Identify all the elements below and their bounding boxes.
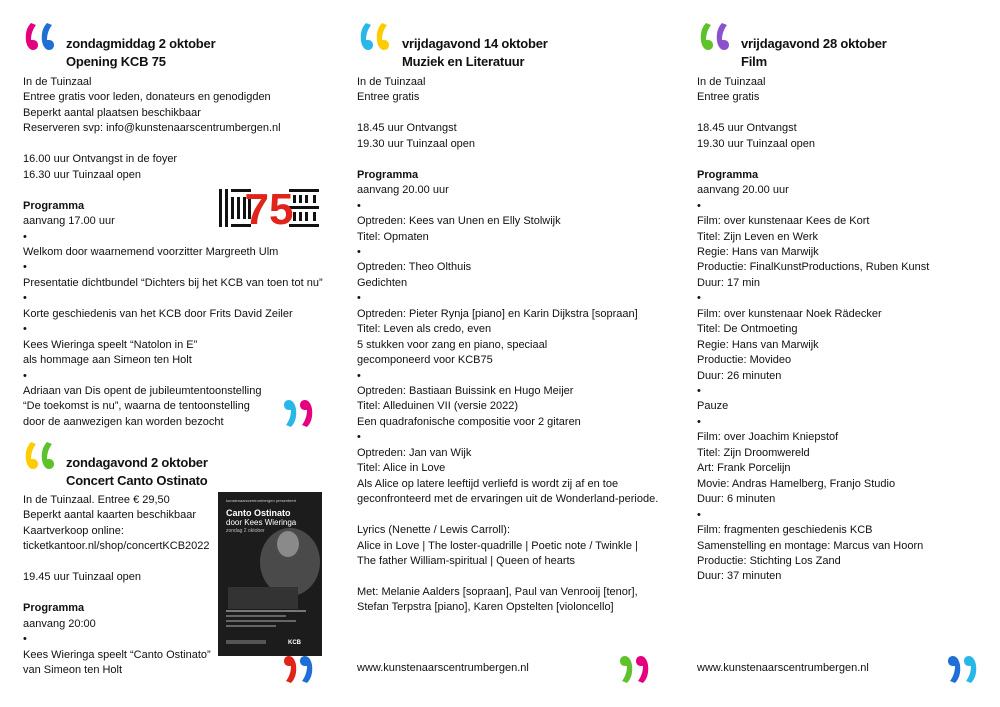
text-line: Stefan Terpstra [piano], Karen Opstelten [violoncello] xyxy=(357,601,614,614)
text-line: aanvang 20.00 uur xyxy=(357,184,449,197)
bullet: • xyxy=(357,431,361,444)
text-line: Alice in Love | The loster-quadrille | Poetic note / Twinkle | xyxy=(357,539,638,552)
text-line: Kees Wieringa speelt “Natolon in E” xyxy=(23,338,198,351)
text-line: Titel: De Ontmoeting xyxy=(697,323,798,336)
website-link[interactable]: www.kunstenaarscentrumbergen.nl xyxy=(357,662,529,674)
bullet: • xyxy=(23,369,27,382)
bullet: • xyxy=(357,245,361,258)
program-heading: Programma xyxy=(23,602,85,615)
bullet: • xyxy=(23,292,27,305)
heading-date: vrijdagavond 14 oktober xyxy=(402,36,548,51)
text-line: Beperkt aantal kaarten beschikbaar xyxy=(23,509,197,522)
bullet: • xyxy=(23,323,27,336)
text-line: Duur: 17 min xyxy=(697,276,760,289)
text-line: Film: over kunstenaar Noek Rädecker xyxy=(697,307,882,320)
text-line: 5 stukken voor zang en piano, speciaal xyxy=(357,338,548,351)
text-line: Samenstelling en montage: Marcus van Hoorn xyxy=(697,539,924,552)
text-line: Productie: Stichting Los Zand xyxy=(697,554,841,567)
program-heading: Programma xyxy=(357,168,419,181)
text-line: The father William-spiritual | Queen of hearts xyxy=(357,554,576,567)
text-line: Adriaan van Dis opent de jubileumtentoonstelling xyxy=(23,385,262,397)
text-line: Optreden: Jan van Wijk xyxy=(357,446,472,459)
text-line: “De toekomst is nu”, waarna de tentoonstelling xyxy=(23,400,250,413)
text-line: 18.45 uur Ontvangst xyxy=(697,122,797,135)
bullet: • xyxy=(697,292,701,305)
heading-title: Concert Canto Ostinato xyxy=(66,473,208,488)
text-line: Kaartverkoop online: xyxy=(23,524,124,537)
website-link[interactable]: www.kunstenaarscentrumbergen.nl xyxy=(697,662,869,674)
text-line: als hommage aan Simeon ten Holt xyxy=(23,354,192,367)
text-line: Titel: Opmaten xyxy=(357,230,429,243)
text-line: Entree gratis voor leden, donateurs en genodigden xyxy=(23,91,271,104)
open-quote-icon xyxy=(697,18,733,54)
heading-title: Film xyxy=(741,54,767,69)
text-line: 19.45 uur Tuinzaal open xyxy=(23,571,142,584)
logo-number: 75 xyxy=(244,187,294,229)
poster-title: Canto Ostinato xyxy=(226,508,291,518)
text-line: Productie: Movideo xyxy=(697,354,792,367)
bullet: • xyxy=(357,199,361,212)
text-line: Titel: Alleduinen VII (versie 2022) xyxy=(357,400,519,413)
text-line: Movie: Andras Hamelberg, Franjo Studio xyxy=(697,477,896,490)
bullet: • xyxy=(697,508,701,521)
text-line: Duur: 37 minuten xyxy=(697,570,782,583)
text-line: aanvang 20:00 xyxy=(23,617,96,630)
text-line: In de Tuinzaal xyxy=(23,76,92,88)
heading-date: vrijdagavond 28 oktober xyxy=(741,36,887,51)
text-line: 19.30 uur Tuinzaal open xyxy=(697,137,816,150)
bullet: • xyxy=(23,633,27,646)
text-line: Gedichten xyxy=(357,276,408,289)
poster-subtitle: door Kees Wieringa xyxy=(226,518,297,527)
heading-date: zondagavond 2 oktober xyxy=(66,455,208,470)
text-line: Optreden: Pieter Rynja [piano] en Karin Dijkstra [sopraan] xyxy=(357,307,638,320)
close-quote-icon xyxy=(616,652,652,688)
text-line: Korte geschiedenis van het KCB door Frits David Zeiler xyxy=(23,307,293,320)
heading-title: Opening KCB 75 xyxy=(66,54,166,69)
text-line: ticketkantoor.nl/shop/concertKCB2022 xyxy=(23,540,210,553)
text-line: Optreden: Kees van Unen en Elly Stolwijk xyxy=(357,215,561,228)
text-line: Regie: Hans van Marwijk xyxy=(697,245,819,258)
kcb75-logo xyxy=(217,187,323,229)
text-line: Regie: Hans van Marwijk xyxy=(697,338,819,351)
open-quote-icon xyxy=(357,18,393,54)
text-line: Productie: FinalKunstProductions, Ruben Kunst xyxy=(697,261,930,274)
bullet: • xyxy=(23,261,27,274)
text-line: Film: over Joachim Kniepstof xyxy=(697,431,839,444)
text-line: Titel: Alice in Love xyxy=(357,462,446,475)
text-line: Titel: Zijn Droomwereld xyxy=(697,446,810,459)
heading-title: Muziek en Literatuur xyxy=(402,54,525,69)
text-line: aanvang 17.00 uur xyxy=(23,215,115,228)
bullet: • xyxy=(697,199,701,212)
text-line: In de Tuinzaal. Entree € 29,50 xyxy=(23,494,170,506)
text-line: In de Tuinzaal xyxy=(357,76,426,88)
bullet: • xyxy=(697,415,701,428)
heading-date: zondagmiddag 2 oktober xyxy=(66,36,216,51)
text-line: Film: fragmenten geschiedenis KCB xyxy=(697,524,873,537)
text-line: Duur: 6 minuten xyxy=(697,493,776,506)
poster-date: zondag 2 oktober xyxy=(226,528,265,534)
text-line: door de aanwezigen kan worden bezocht xyxy=(23,415,224,428)
text-line: Met: Melanie Aalders [sopraan], Paul van Venrooij [tenor], xyxy=(357,585,638,598)
open-quote-icon xyxy=(22,437,58,473)
text-line: 16.30 uur Tuinzaal open xyxy=(23,168,142,181)
text-line: Duur: 26 minuten xyxy=(697,369,782,382)
text-line: Entree gratis xyxy=(697,91,760,104)
text-line: Presentatie dichtbundel “Dichters bij het KCB van toen tot nu” xyxy=(23,276,323,289)
text-line: Optreden: Bastiaan Buissink en Hugo Meijer xyxy=(357,385,574,397)
bullet: • xyxy=(357,369,361,382)
text-line: Als Alice op latere leeftijd verliefd is wordt zij af en toe xyxy=(357,477,619,490)
close-quote-icon xyxy=(280,396,316,432)
text-line: Titel: Leven als credo, even xyxy=(357,323,492,336)
text-line: Beperkt aantal plaatsen beschikbaar xyxy=(23,106,201,119)
text-line: Art: Frank Porcelijn xyxy=(697,462,791,475)
text-line: geconfronteerd met de ervaringen uit de Wonderland-periode. xyxy=(357,493,659,506)
text-line: aanvang 20.00 uur xyxy=(697,184,789,197)
text-line: In de Tuinzaal xyxy=(697,76,766,88)
text-line: Film: over kunstenaar Kees de Kort xyxy=(697,215,870,228)
poster-org: kunstenaarscentrumbergen presenteert xyxy=(226,498,297,503)
text-line: Optreden: Theo Olthuis xyxy=(357,261,472,274)
text-line: 19.30 uur Tuinzaal open xyxy=(357,137,476,150)
close-quote-icon xyxy=(280,652,316,688)
concert-poster xyxy=(218,492,322,656)
text-line: Reserveren svp: info@kunstenaarscentrumbergen.nl xyxy=(23,122,281,135)
text-line: Een quadrafonische compositie voor 2 gitaren xyxy=(357,415,581,428)
text-line: Lyrics (Nenette / Lewis Carroll): xyxy=(357,524,511,537)
text-line: Entree gratis xyxy=(357,91,420,104)
bullet: • xyxy=(23,230,27,243)
program-heading: Programma xyxy=(697,168,759,181)
text-line: van Simeon ten Holt xyxy=(23,663,123,676)
close-quote-icon xyxy=(944,652,980,688)
text-line: 18.45 uur Ontvangst xyxy=(357,122,457,135)
text-line: Titel: Zijn Leven en Werk xyxy=(697,230,819,243)
text-line: gecomponeerd voor KCB75 xyxy=(357,354,493,367)
text-line: Pauze xyxy=(697,400,729,413)
poster-brand: KCB xyxy=(288,640,301,646)
program-heading: Programma xyxy=(23,199,85,212)
text-line: Welkom door waarnemend voorzitter Margreeth Ulm xyxy=(23,245,279,258)
bullet: • xyxy=(697,385,701,397)
text-line: 16.00 uur Ontvangst in de foyer xyxy=(23,153,178,166)
bullet: • xyxy=(357,292,361,305)
open-quote-icon xyxy=(22,18,58,54)
text-line: Kees Wieringa speelt “Canto Ostinato” xyxy=(23,648,211,661)
